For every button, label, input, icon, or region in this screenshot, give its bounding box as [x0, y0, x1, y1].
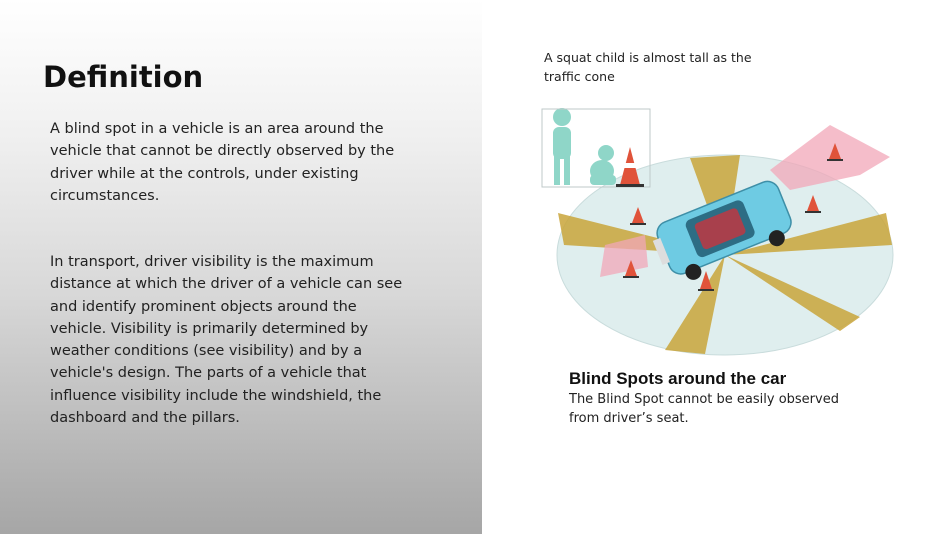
definition-paragraph: A blind spot in a vehicle is an area around the vehicle that cannot be directly observed by the driver while at the controls, under existing circumstances. [50, 121, 395, 204]
slide-title: Definition [43, 60, 204, 94]
caption-title: Blind Spots around the car [569, 369, 787, 388]
caption-text: The Blind Spot cannot be easily observed from driver’s seat. [569, 392, 839, 426]
standing-child [553, 108, 571, 185]
squatting-child [590, 145, 616, 185]
visibility-paragraph: In transport, driver visibility is the maximum distance at which the driver of a vehicle can see and identify prominent objects around the vehicle. Visibility is primarily determined by weather conditions (see visibility) and by a vehicle's design. The parts of a vehicle that influence visibility include the windshield, the dashboard and the pillars. [50, 254, 403, 427]
blind-spot-illustration [530, 95, 920, 365]
illustration-note: A squat child is almost tall as the traffic cone [544, 50, 752, 84]
